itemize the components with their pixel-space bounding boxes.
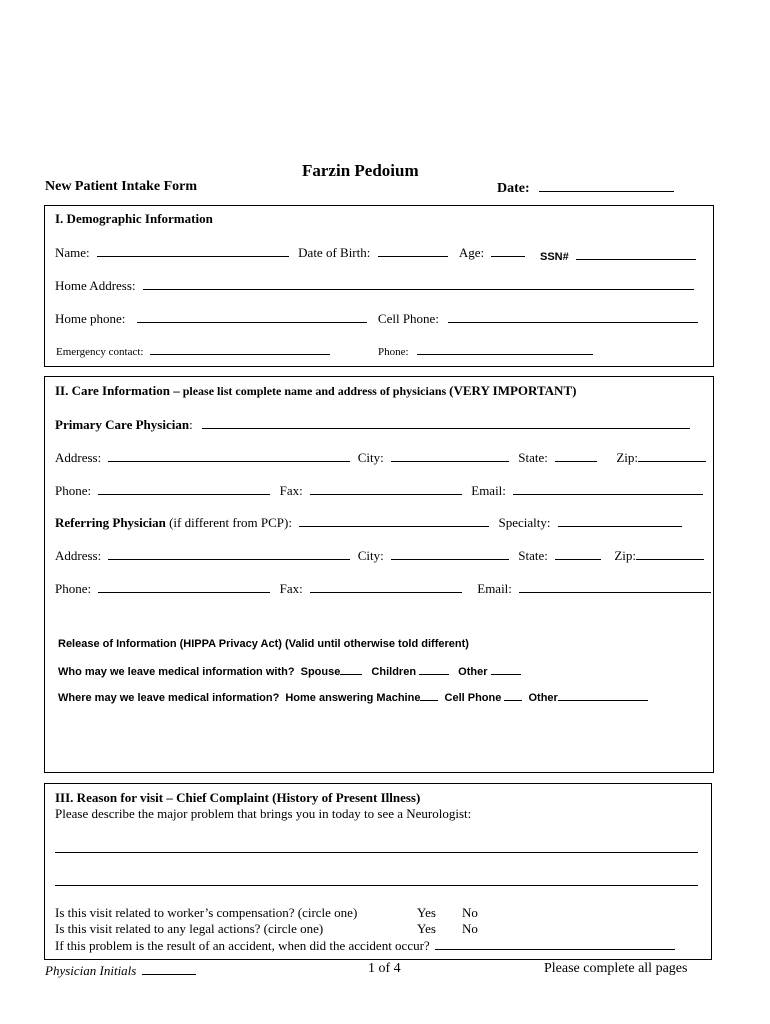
ref-address-line[interactable] — [108, 547, 350, 560]
pcp-city-line[interactable] — [391, 449, 509, 462]
referring-note: (if different from PCP): — [165, 515, 292, 530]
ref-phone-label: Phone: — [55, 581, 92, 596]
ref-zip-label: Zip: — [614, 548, 637, 563]
legal-yes[interactable]: Yes — [417, 921, 436, 936]
cell-phone-label: Cell Phone: — [377, 311, 439, 326]
physician-initials — [45, 962, 196, 979]
specialty-line[interactable] — [558, 514, 682, 527]
ref-fax-line[interactable] — [310, 580, 462, 593]
pcp-phone-line[interactable] — [98, 482, 270, 495]
date-label: Date: — [497, 181, 530, 196]
complete-all-pages-note: Please complete all pages — [544, 961, 688, 976]
emergency-phone-line[interactable] — [417, 344, 593, 355]
page-number: 1 of 4 — [368, 961, 401, 976]
ref-city-label: City: — [357, 548, 384, 563]
pcp-colon: : — [189, 417, 193, 432]
children-line[interactable] — [419, 664, 449, 675]
complaint-line-1[interactable] — [55, 852, 698, 853]
pcp-contact-row — [55, 482, 703, 499]
emergency-phone-row — [378, 344, 593, 358]
pcp-email-line[interactable] — [513, 482, 703, 495]
physician-initials-line[interactable] — [142, 962, 196, 975]
other2-label: Other — [528, 692, 558, 704]
workers-comp-question: Is this visit related to worker’s compensation? (circle one) — [55, 905, 358, 920]
accident-line[interactable] — [435, 937, 675, 950]
section-2-title-emph: (VERY IMPORTANT) — [449, 383, 577, 398]
dob-label: Date of Birth: — [298, 245, 371, 260]
age-line[interactable] — [491, 244, 525, 257]
emergency-line[interactable] — [150, 344, 330, 355]
home-phone-label: Home phone: — [55, 311, 126, 326]
ref-address-row — [55, 547, 704, 564]
date-field[interactable] — [497, 179, 674, 197]
physician-initials-label: Physician Initials — [45, 963, 137, 978]
name-line[interactable] — [97, 244, 289, 257]
pcp-row — [55, 416, 690, 433]
name-row — [55, 244, 525, 261]
section-2-title-prefix: II. Care Information – — [55, 383, 180, 398]
ssn-label: SSN# — [540, 251, 569, 263]
referring-line[interactable] — [299, 514, 489, 527]
accident-row — [55, 937, 675, 954]
referring-row — [55, 514, 682, 531]
ref-zip-line[interactable] — [636, 547, 704, 560]
spouse-line[interactable] — [340, 664, 362, 675]
referring-label: Referring Physician — [55, 515, 166, 530]
answering-machine-line[interactable] — [420, 690, 438, 701]
pcp-address-label: Address: — [55, 450, 102, 465]
cell-phone-option-line[interactable] — [504, 690, 522, 701]
ssn-line[interactable] — [576, 249, 696, 260]
emergency-row — [56, 344, 330, 358]
legal-no[interactable]: No — [462, 921, 478, 936]
section-3-instruction: Please describe the major problem that brings you in today to see a Neurologist: — [55, 806, 472, 821]
section-1-title: I. Demographic Information — [55, 211, 213, 226]
dob-line[interactable] — [378, 244, 448, 257]
workers-comp-no[interactable]: No — [462, 905, 478, 920]
section-2-title — [55, 383, 576, 399]
release-text: Release of Information (HIPPA Privacy Act) (Valid until otherwise told different) — [58, 638, 469, 650]
other-line[interactable] — [491, 664, 521, 675]
section-3-title: III. Reason for visit – Chief Complaint (History of Present Illness) — [55, 790, 421, 805]
age-label: Age: — [458, 245, 485, 260]
pcp-address-line[interactable] — [108, 449, 350, 462]
ref-email-line[interactable] — [519, 580, 711, 593]
who-row — [58, 664, 521, 678]
spouse-label: Spouse — [300, 666, 341, 678]
ref-phone-line[interactable] — [98, 580, 270, 593]
home-phone-line[interactable] — [137, 310, 367, 323]
pcp-email-label: Email: — [471, 483, 506, 498]
pcp-zip-label: Zip: — [616, 450, 639, 465]
legal-question: Is this visit related to any legal actions? (circle one) — [55, 921, 324, 936]
home-address-label: Home Address: — [55, 278, 136, 293]
ref-contact-row — [55, 580, 711, 597]
complaint-line-2[interactable] — [55, 885, 698, 886]
emergency-phone-label: Phone: — [378, 346, 409, 358]
emergency-label: Emergency contact: — [56, 346, 144, 358]
ref-address-label: Address: — [55, 548, 102, 563]
pcp-address-row — [55, 449, 706, 466]
ref-email-label: Email: — [477, 581, 512, 596]
phone-row — [55, 310, 698, 327]
pcp-line[interactable] — [202, 416, 690, 429]
home-address-row — [55, 277, 694, 294]
children-label: Children — [371, 666, 417, 678]
other-label: Other — [458, 666, 488, 678]
pcp-fax-line[interactable] — [310, 482, 462, 495]
doctor-name: Farzin Pedoium — [302, 161, 419, 180]
pcp-phone-label: Phone: — [55, 483, 92, 498]
ref-fax-label: Fax: — [279, 581, 303, 596]
answering-machine-label: Home answering Machine — [285, 692, 421, 704]
home-address-line[interactable] — [143, 277, 694, 290]
where-row — [58, 690, 648, 704]
care-information-section — [44, 376, 714, 773]
cell-phone-option-label: Cell Phone — [444, 692, 502, 704]
cell-phone-line[interactable] — [448, 310, 698, 323]
where-label: Where may we leave medical information? — [58, 692, 280, 704]
pcp-fax-label: Fax: — [279, 483, 303, 498]
ssn-row — [540, 249, 696, 263]
ref-state-line[interactable] — [555, 547, 601, 560]
specialty-label: Specialty: — [498, 515, 551, 530]
accident-question: If this problem is the result of an accident, when did the accident occur? — [55, 938, 430, 953]
name-label: Name: — [55, 245, 90, 260]
pcp-zip-line[interactable] — [638, 449, 706, 462]
ref-state-label: State: — [518, 548, 548, 563]
date-line[interactable] — [539, 179, 674, 192]
who-label: Who may we leave medical information with? — [58, 666, 295, 678]
section-2-title-rest: please list complete name and address of physicians — [179, 384, 450, 398]
pcp-label: Primary Care Physician — [55, 417, 190, 432]
workers-comp-yes[interactable]: Yes — [417, 905, 436, 920]
pcp-state-line[interactable] — [555, 449, 597, 462]
pcp-city-label: City: — [357, 450, 384, 465]
form-title: New Patient Intake Form — [45, 179, 198, 194]
pcp-state-label: State: — [518, 450, 548, 465]
other2-line[interactable] — [558, 690, 648, 701]
ref-city-line[interactable] — [391, 547, 509, 560]
